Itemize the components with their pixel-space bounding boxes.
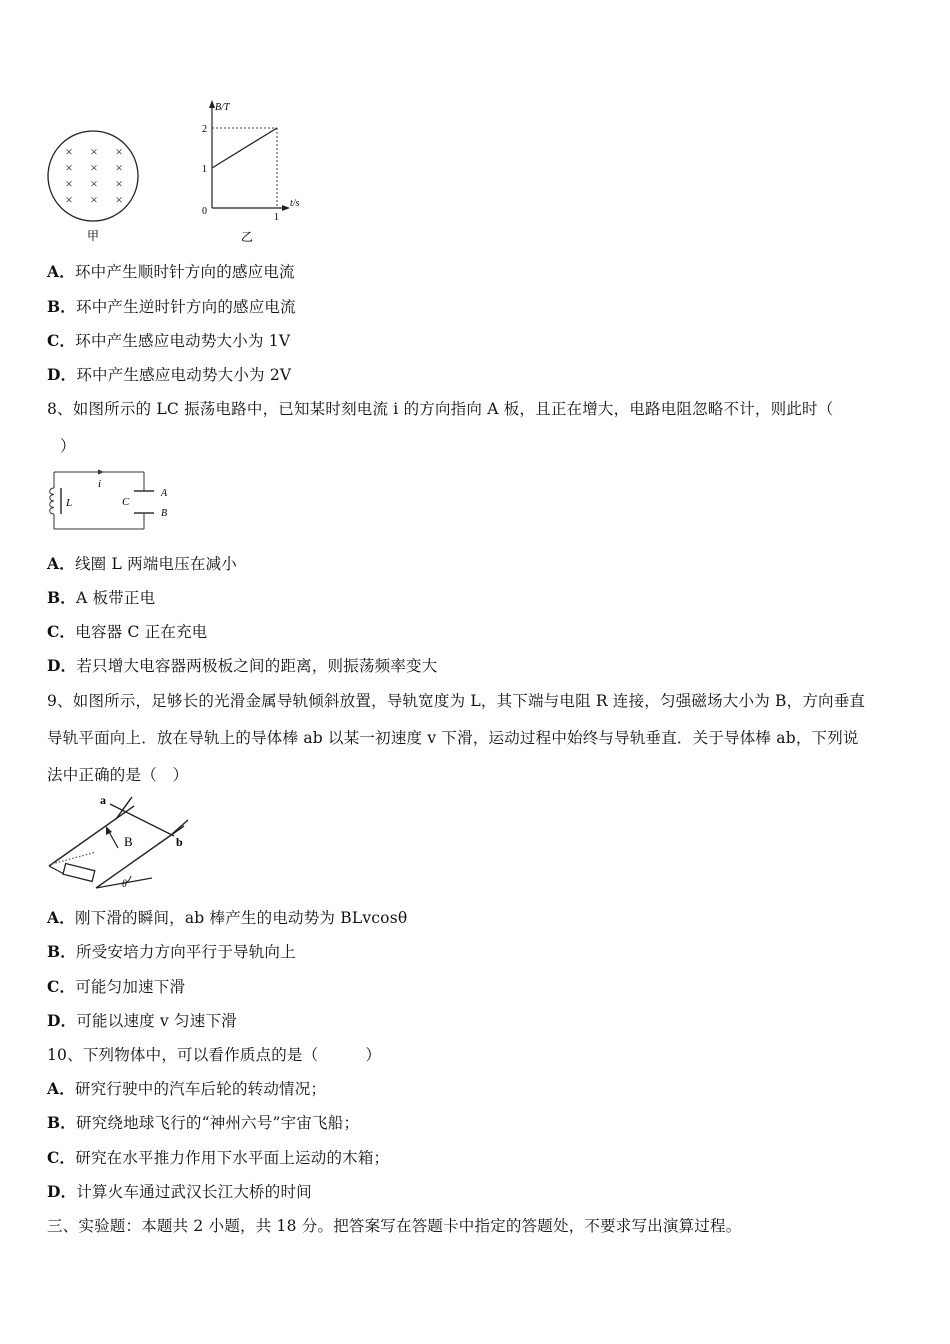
- plate-a-label: A: [161, 488, 168, 499]
- q10-option-a[interactable]: A．研究行驶中的汽车后轮的转动情况；: [47, 1079, 327, 1098]
- field-cross-icon: ×: [115, 192, 123, 207]
- capacitor-label: C: [122, 496, 130, 508]
- q8-option-b[interactable]: B．A 板带正电: [47, 588, 156, 607]
- resistor-r: [63, 864, 95, 882]
- q10-option-b[interactable]: B．研究绕地球飞行的“神州六号”宇宙飞船；: [47, 1113, 360, 1132]
- q9-option-b[interactable]: B．所受安培力方向平行于导轨向上: [47, 942, 296, 961]
- q9-option-d[interactable]: D．可能以速度 v 匀速下滑: [47, 1011, 237, 1030]
- field-cross-icon: ×: [115, 160, 123, 175]
- q7-option-b[interactable]: B．环中产生逆时针方向的感应电流: [47, 297, 296, 316]
- q9-stem-line1: 9、如图所示，足够长的光滑金属导轨倾斜放置，导轨宽度为 L，其下端与电阻 R 连接，匀强磁场大小为 B，方向垂直: [47, 692, 866, 710]
- label-b: b: [176, 835, 183, 849]
- conductor-rod-ab: [110, 804, 174, 836]
- field-cross-icon: ×: [115, 144, 123, 159]
- q8-stem-end: ）: [60, 437, 76, 455]
- field-cross-icon: ×: [90, 192, 98, 207]
- origin-label: 0: [202, 206, 207, 217]
- section-three-title: 三、实验题：本题共 2 小题，共 18 分。把答案写在答题卡中指定的答题处，不要求写出演算过程。: [47, 1217, 742, 1235]
- figure-inclined-rails: [44, 794, 204, 900]
- inductor-coil-icon: [50, 488, 54, 514]
- rail-upper: [49, 806, 134, 866]
- b-t-data-line: [212, 128, 277, 168]
- q10-option-c[interactable]: C．研究在水平推力作用下水平面上运动的木箱；: [47, 1148, 390, 1167]
- q7-option-c[interactable]: C．环中产生感应电动势大小为 1V: [47, 331, 291, 350]
- label-a: a: [100, 794, 106, 807]
- x-tick-label: 1: [274, 212, 279, 223]
- q8-option-d[interactable]: D．若只增大电容器两极板之间的距离，则振荡频率变大: [47, 656, 438, 675]
- inductor-label: L: [66, 497, 73, 509]
- q10-option-d[interactable]: D．计算火车通过武汉长江大桥的时间: [47, 1182, 312, 1201]
- q9-option-a[interactable]: A．刚下滑的瞬间，ab 棒产生的电动势为 BLvcosθ: [47, 908, 408, 927]
- dotted-projection-line: [52, 852, 96, 864]
- y-tick-label: 1: [202, 164, 207, 175]
- field-cross-icon: ×: [65, 176, 73, 191]
- q9-stem-line2: 导轨平面向上．放在导轨上的导体棒 ab 以某一初速度 v 下滑，运动过程中始终与导轨垂直．关于导体棒 ab，下列说: [47, 729, 859, 747]
- field-cross-icon: ×: [115, 176, 123, 191]
- q9-option-c[interactable]: C．可能匀加速下滑: [47, 977, 186, 996]
- q10-stem: 10、下列物体中，可以看作质点的是（ ）: [47, 1046, 382, 1064]
- q8-option-a[interactable]: A．线圈 L 两端电压在减小: [47, 554, 237, 573]
- field-cross-icon: ×: [65, 192, 73, 207]
- field-cross-icon: ×: [90, 160, 98, 175]
- field-cross-icon: ×: [90, 176, 98, 191]
- field-cross-icon: ×: [90, 144, 98, 159]
- rail-lower: [96, 826, 184, 888]
- plate-b-label: B: [161, 508, 168, 519]
- figure-yi-bt-graph: [195, 96, 315, 248]
- q8-option-c[interactable]: C．电容器 C 正在充电: [47, 622, 208, 641]
- field-cross-icon: ×: [65, 160, 73, 175]
- q7-option-a[interactable]: A．环中产生顺时针方向的感应电流: [47, 262, 295, 281]
- q8-stem: 8、如图所示的 LC 振荡电路中，已知某时刻电流 i 的方向指向 A 板，且正在增大，电路电阻忽略不计，则此时（: [47, 400, 834, 418]
- label-field-b: B: [124, 834, 133, 849]
- field-cross-icon: ×: [65, 144, 73, 159]
- label-theta: θ: [122, 879, 127, 890]
- figure-caption-jia: 甲: [86, 229, 100, 243]
- x-axis-label: t/s: [290, 198, 300, 209]
- q7-option-d[interactable]: D．环中产生感应电动势大小为 2V: [47, 365, 292, 384]
- q9-stem-line3: 法中正确的是（ ）: [47, 766, 189, 784]
- current-label: i: [98, 478, 102, 490]
- figure-jia-magnetic-field: [45, 128, 145, 248]
- rail-lower-ext: [172, 820, 188, 834]
- figure-caption-yi: 乙: [240, 230, 254, 244]
- left-connecting-wire: [49, 866, 64, 874]
- field-arrow-icon: [106, 826, 112, 835]
- current-arrow-icon: [98, 470, 104, 475]
- figure-lc-circuit: [44, 466, 184, 536]
- y-axis-label: B/T: [215, 102, 230, 113]
- y-tick-label: 2: [202, 124, 207, 135]
- x-axis-arrow-icon: [282, 205, 290, 211]
